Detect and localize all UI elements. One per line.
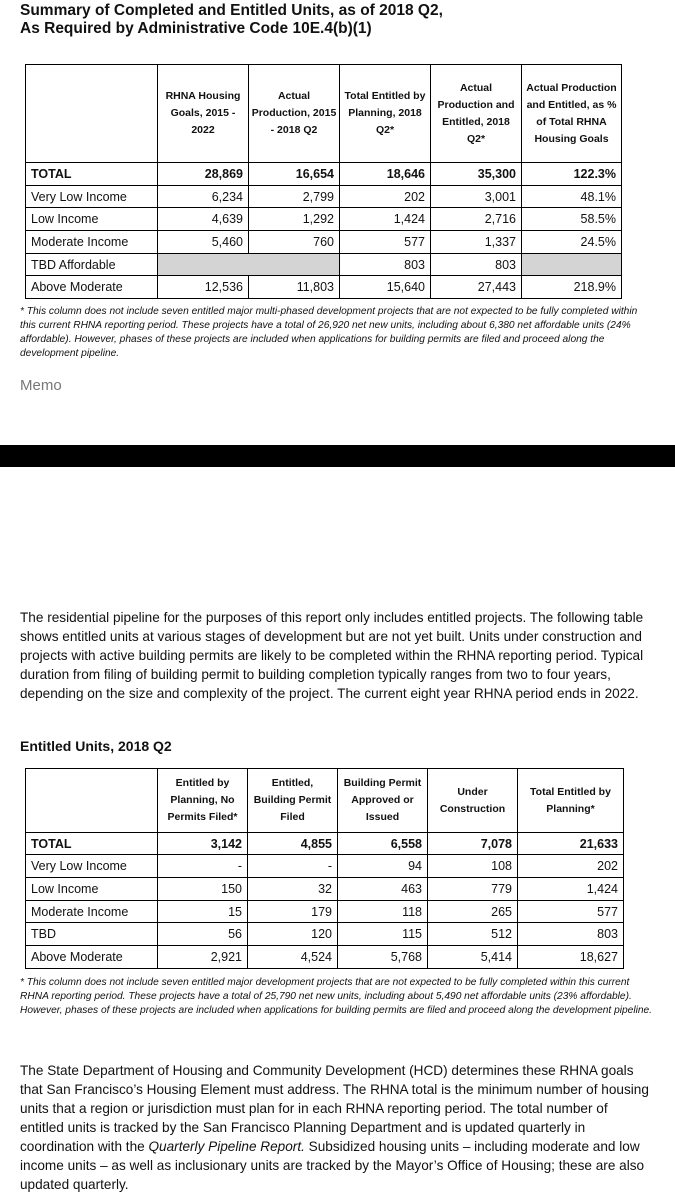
summary-header-blank (26, 65, 158, 163)
summary-title-line2: As Required by Administrative Code 10E.4(b)(1) (20, 20, 372, 37)
entitled-col-header: Entitled by Planning, No Permits Filed* (158, 769, 248, 833)
row-label: Above Moderate (26, 946, 158, 969)
cell: 2,799 (249, 186, 340, 208)
cell: 4,639 (158, 208, 249, 231)
cell: 1,424 (518, 878, 624, 901)
cell: 24.5% (522, 231, 622, 254)
summary-col-header: RHNA Housing Goals, 2015 - 2022 (158, 65, 249, 163)
row-label: TBD (26, 923, 158, 946)
cell: 12,536 (158, 276, 249, 299)
row-label: Above Moderate (26, 276, 158, 299)
intro-paragraph: The residential pipeline for the purposes of this report only includes entitled projects. The following table shows entitled units at various stages of development but are not yet built. Units under construction and projects with active building permits are likely to be completed within the RHNA reporting period. Typical duration from filing of building permit to building completion typically ranges from two to four years, depending on the size and complexity of the project. The current eight year RHNA period ends in 2022. (20, 610, 644, 701)
entitled-table (25, 768, 624, 969)
gray-cell (522, 254, 622, 276)
table-row (26, 855, 624, 878)
closing-text-start: The State Department of Housing and Community Development (HCD) determines these RHNA goals that San Francisco’s Housing Element must address. The RHNA total is the minimum number of housing units that a region or jurisdiction must plan for in each RHNA reporting period. The total number of entitled units is tracked by the San Francisco Planning Department and is updated quarterly in coordination with the (20, 1063, 649, 1154)
table-row (26, 163, 622, 186)
cell: 35,300 (431, 163, 522, 186)
cell: 803 (518, 923, 624, 946)
cell: 803 (340, 254, 431, 276)
cell: 577 (518, 901, 624, 923)
summary-col-header: Total Entitled by Planning, 2018 Q2* (340, 65, 431, 163)
cell: 56 (158, 923, 248, 946)
cell: 108 (428, 855, 518, 878)
entitled-col-header: Building Permit Approved or Issued (338, 769, 428, 833)
cell: 28,869 (158, 163, 249, 186)
cell: 1,424 (340, 208, 431, 231)
cell: 58.5% (522, 208, 622, 231)
cell: 803 (431, 254, 522, 276)
table-row (26, 878, 624, 901)
cell: 1,337 (431, 231, 522, 254)
summary-footnote: * This column does not include seven entitled major multi-phased development projects that are not expected to be fully completed within this current RHNA reporting period. These projects have a total of 26,920 net new units, including about 6,380 net affordable units (24% affordable). However, phases of these projects are included when applications for building permits are filed and proceed along the development pipeline. (20, 306, 638, 359)
cell: 16,654 (249, 163, 340, 186)
cell: 15,640 (340, 276, 431, 299)
cell: 4,855 (248, 833, 338, 855)
table-row (26, 231, 622, 254)
table-row (26, 946, 624, 969)
cell: 15 (158, 901, 248, 923)
cell: 202 (340, 186, 431, 208)
entitled-title: Entitled Units, 2018 Q2 (20, 738, 172, 754)
gray-cell (158, 254, 340, 276)
summary-col-header: Actual Production and Entitled, 2018 Q2* (431, 65, 522, 163)
cell: 4,524 (248, 946, 338, 969)
page-divider (0, 445, 675, 467)
cell: 7,078 (428, 833, 518, 855)
cell: 150 (158, 878, 248, 901)
cell: 512 (428, 923, 518, 946)
table-row (26, 901, 624, 923)
cell: 115 (338, 923, 428, 946)
closing-text-end: Subsidized housing units – including moderate and low income units – as well as inclusionary units are tracked by the Mayor’s Office of Housing; these are also updated quarterly. (20, 1139, 645, 1192)
table-row (26, 208, 622, 231)
summary-header-row (26, 65, 622, 163)
row-label: Low Income (26, 208, 158, 231)
row-label: TOTAL (26, 163, 158, 186)
cell: - (158, 855, 248, 878)
entitled-col-header: Under Construction (428, 769, 518, 833)
cell: 6,558 (338, 833, 428, 855)
cell: 94 (338, 855, 428, 878)
cell: 218.9% (522, 276, 622, 299)
cell: 202 (518, 855, 624, 878)
cell: 6,234 (158, 186, 249, 208)
table-row (26, 254, 622, 276)
cell: 18,627 (518, 946, 624, 969)
report-name: Quarterly Pipeline Report. (148, 1139, 305, 1154)
cell: 577 (340, 231, 431, 254)
cell: 2,716 (431, 208, 522, 231)
row-label: Moderate Income (26, 901, 158, 923)
table-row (26, 276, 622, 299)
cell: 5,768 (338, 946, 428, 969)
summary-col-header: Actual Production, 2015 - 2018 Q2 (249, 65, 340, 163)
cell: 120 (248, 923, 338, 946)
row-label: TBD Affordable (26, 254, 158, 276)
memo-link[interactable]: Memo (20, 377, 62, 394)
cell: 48.1% (522, 186, 622, 208)
cell: 1,292 (249, 208, 340, 231)
entitled-header-row (26, 769, 624, 833)
cell: 779 (428, 878, 518, 901)
cell: 18,646 (340, 163, 431, 186)
cell: 760 (249, 231, 340, 254)
closing-paragraph (20, 1061, 655, 1194)
row-label: Very Low Income (26, 186, 158, 208)
summary-title-line1: Summary of Completed and Entitled Units, as of 2018 Q2, (20, 2, 443, 19)
summary-table (25, 64, 622, 299)
entitled-footnote: * This column does not include seven entitled major development projects that are not expected to be fully completed within this current RHNA reporting period. These projects have a total of 25,790 net new units, including about 5,490 net affordable units (23% affordable). However, phases of these projects are included when applications for building permits are filed and proceed along the development pipeline. (20, 977, 653, 1016)
entitled-col-header: Total Entitled by Planning* (518, 769, 624, 833)
table-row (26, 923, 624, 946)
cell: 11,803 (249, 276, 340, 299)
cell: 179 (248, 901, 338, 923)
cell: - (248, 855, 338, 878)
summary-title (20, 2, 443, 38)
cell: 5,460 (158, 231, 249, 254)
cell: 118 (338, 901, 428, 923)
entitled-col-header: Entitled, Building Permit Filed (248, 769, 338, 833)
cell: 122.3% (522, 163, 622, 186)
row-label: TOTAL (26, 833, 158, 855)
row-label: Moderate Income (26, 231, 158, 254)
cell: 463 (338, 878, 428, 901)
cell: 2,921 (158, 946, 248, 969)
cell: 5,414 (428, 946, 518, 969)
row-label: Very Low Income (26, 855, 158, 878)
cell: 265 (428, 901, 518, 923)
entitled-header-blank (26, 769, 158, 833)
cell: 3,001 (431, 186, 522, 208)
summary-col-header: Actual Production and Entitled, as % of Total RHNA Housing Goals (522, 65, 622, 163)
table-row (26, 833, 624, 855)
cell: 3,142 (158, 833, 248, 855)
row-label: Low Income (26, 878, 158, 901)
cell: 27,443 (431, 276, 522, 299)
table-row (26, 186, 622, 208)
cell: 21,633 (518, 833, 624, 855)
cell: 32 (248, 878, 338, 901)
